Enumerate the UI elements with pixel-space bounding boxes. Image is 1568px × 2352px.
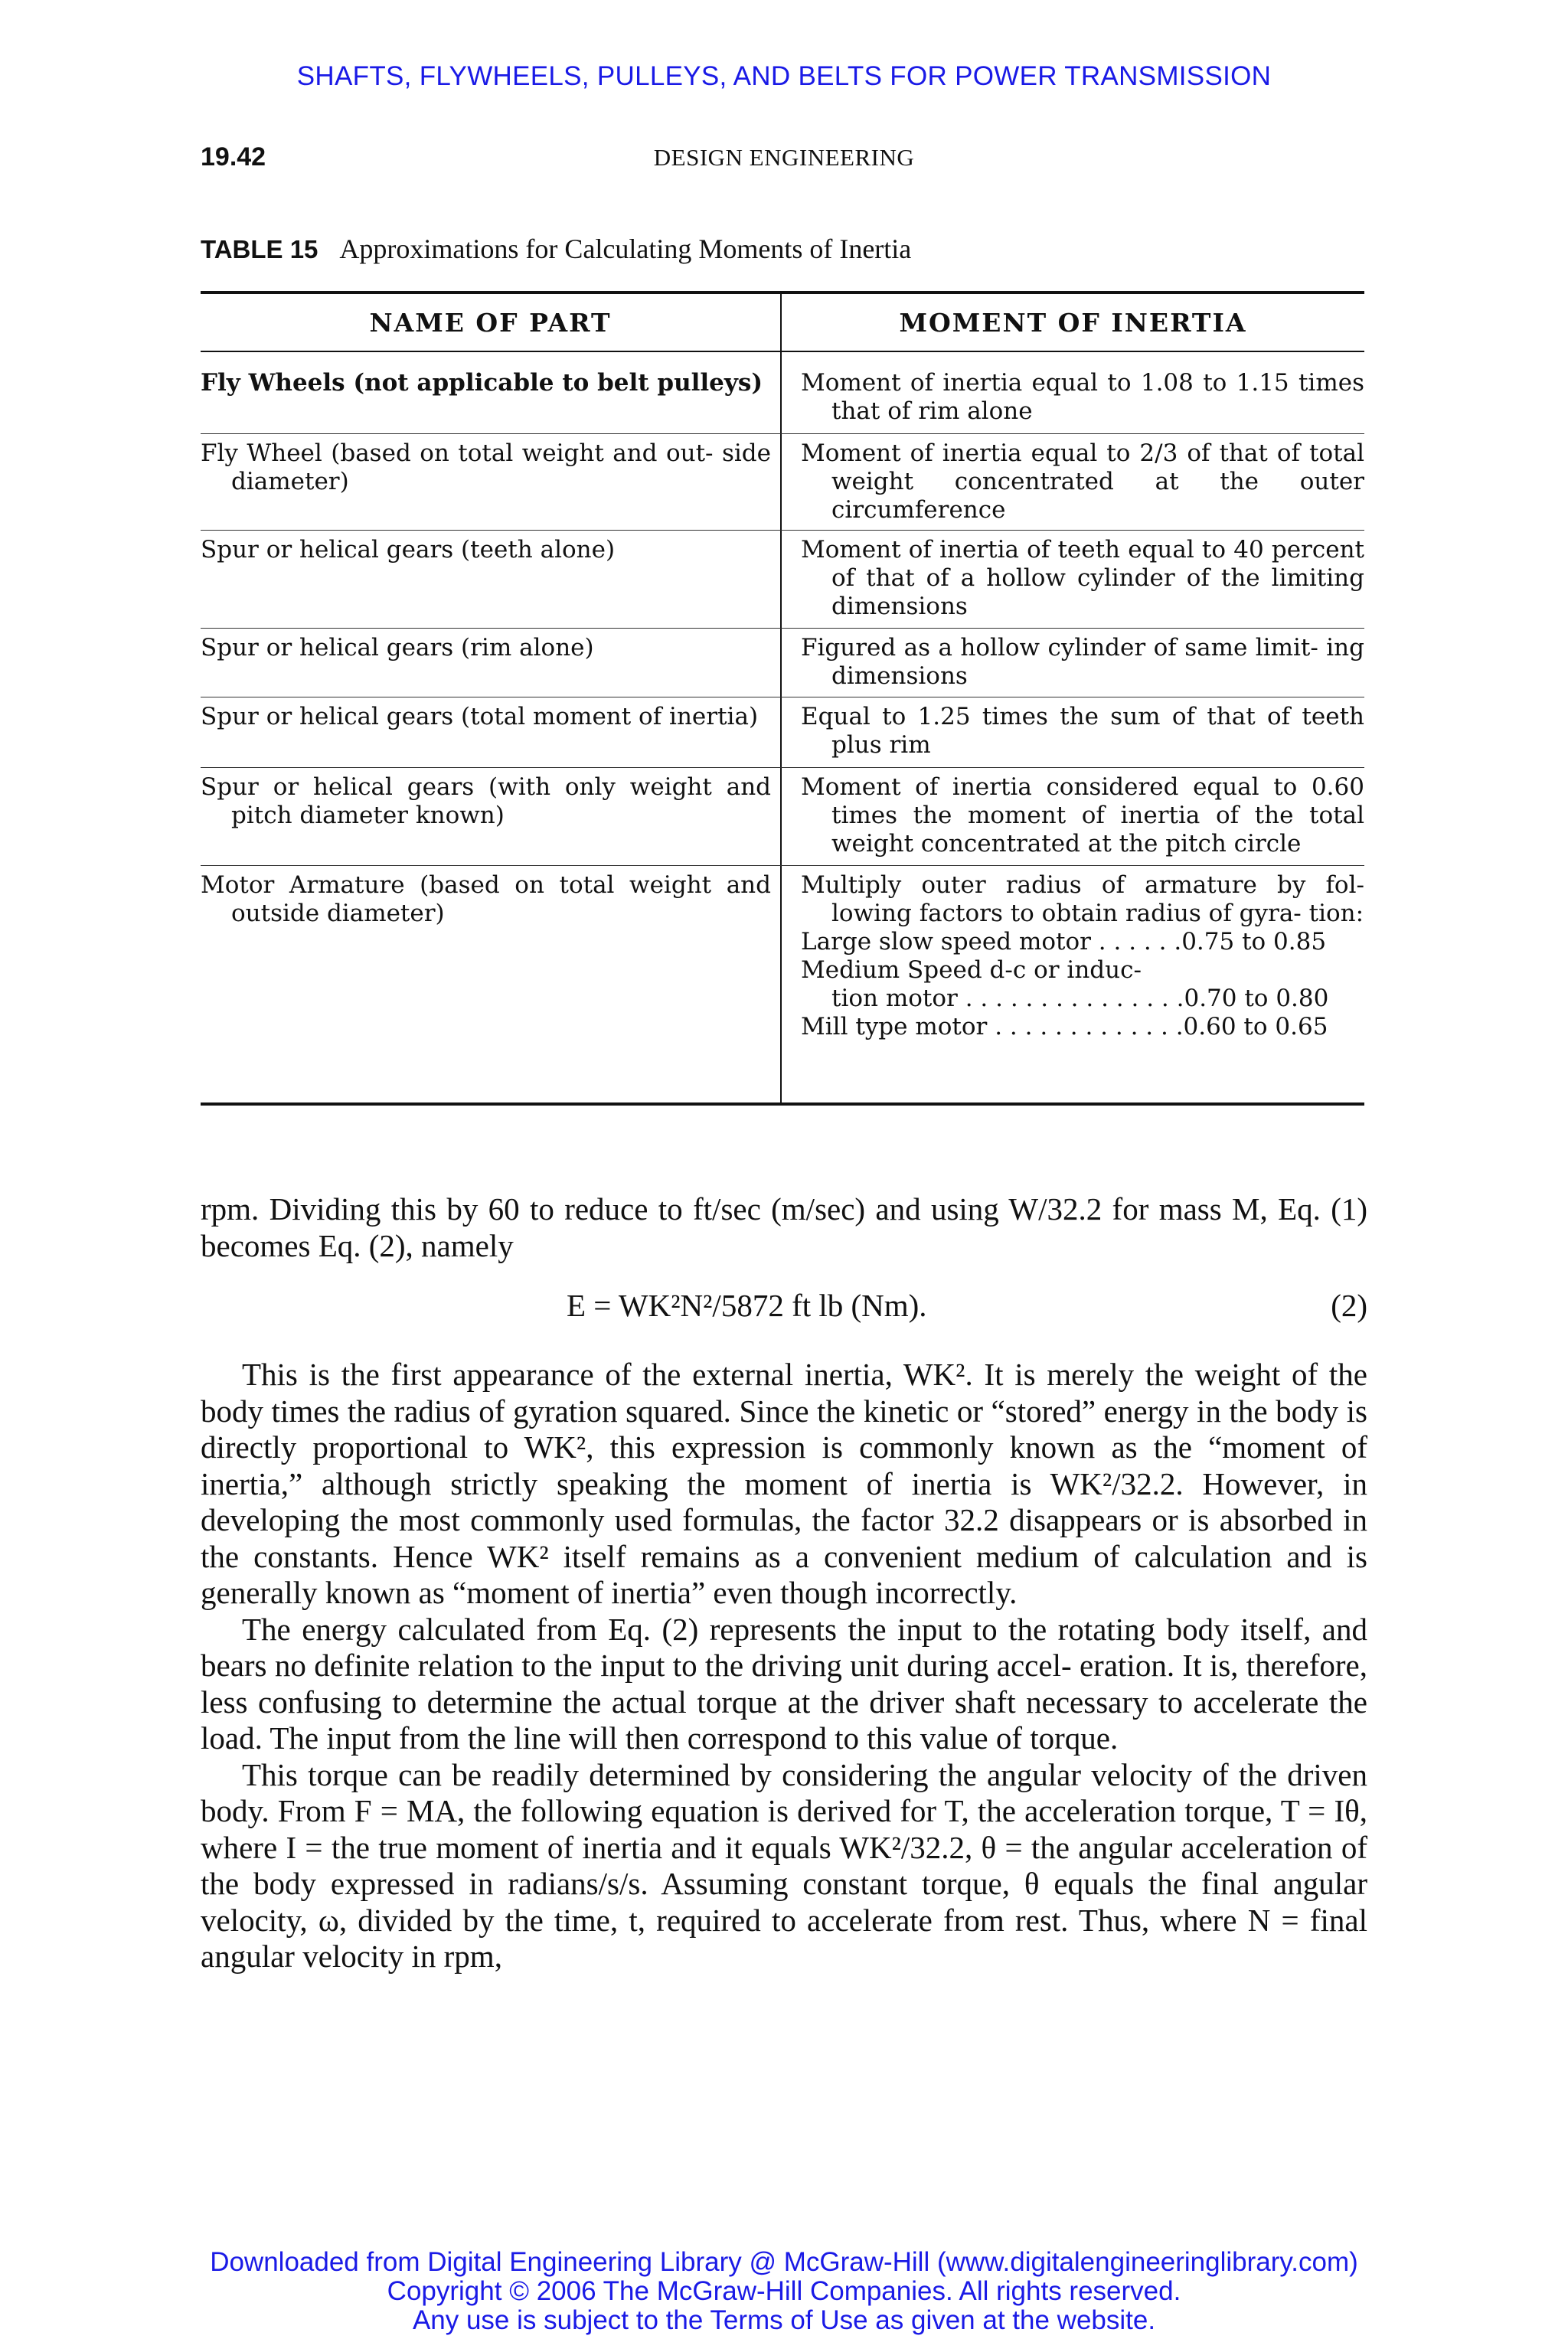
paragraph: rpm. Dividing this by 60 to reduce to ft/sec (m/sec) and using W/32.2 for mass M, Eq. (1) becomes Eq. (2), namely	[201, 1191, 1367, 1263]
paragraph: This is the first appearance of the external inertia, WK². It is merely the weight of the body times the radius of gyration squared. Since the kinetic or “stored” energy in the body is directly proportional to WK², this expression is commonly known as the “moment of inertia,” although strictly speaking the moment of inertia is WK²/32.2. However, in developing the most commonly used formulas, the factor 32.2 disappears or is absorbed in the constants. Hence WK² itself remains as a convenient medium of calculation and is generally known as “moment of inertia” even though incorrectly.	[201, 1357, 1367, 1610]
paragraph: The energy calculated from Eq. (2) represents the input to the rotating body itself, and bears no definite relation to the input to the driving unit during accel- eration. It is, therefore, less confusing to determine the actual torque at the driver shaft necessary to accelerate the load. The input from the line will then correspond to this value of torque.	[201, 1611, 1367, 1756]
table-bottom-rule	[201, 1102, 1364, 1106]
part-moment: Moment of inertia of teeth equal to 40 percent of that of a hollow cylinder of the limiting dimensions	[801, 536, 1364, 620]
table-column-divider	[780, 294, 782, 1102]
part-moment	[801, 871, 1364, 1041]
part-name: Spur or helical gears (total moment of inertia)	[201, 703, 759, 730]
footer-copyright-line: Copyright © 2006 The McGraw-Hill Companies. All rights reserved.	[387, 2276, 1181, 2306]
row-separator	[201, 628, 1364, 629]
paragraph: This torque can be readily determined by considering the angular velocity of the driven body. From F = MA, the following equation is derived for T, the acceleration torque, T = Iθ, where I = the true moment of inertia and it equals WK²/32.2, θ = the angular acceleration of the body expressed in radians/s/s. Assuming constant torque, θ equals the final angular velocity, ω, divided by the time, t, required to accelerate from rest. Thus, where N = final angular velocity in rpm,	[201, 1756, 1367, 1974]
table-header-rule	[201, 351, 1364, 352]
body-paragraphs	[201, 1357, 1367, 1975]
row-separator	[201, 530, 1364, 531]
factor-list	[801, 928, 1364, 1041]
book-banner: SHAFTS, FLYWHEELS, PULLEYS, AND BELTS FOR POWER TRANSMISSION	[296, 61, 1272, 91]
page-number: 19.42	[201, 142, 266, 172]
armature-instruction: Multiply outer radius of armature by fol- lowing factors to obtain radius of gyra- tion:	[801, 871, 1364, 927]
part-moment: Moment of inertia equal to 2/3 of that of total weight concentrated at the outer circumference	[801, 439, 1364, 524]
equation: E = WK²N²/5872 ft lb (Nm).	[567, 1288, 927, 1323]
row-separator	[201, 433, 1364, 434]
factor-item: tion motor . . . . . . . . . . . . . . .0.70 to 0.80	[831, 985, 1329, 1012]
inertia-table	[201, 291, 1364, 1110]
factor-item: Mill type motor . . . . . . . . . . . . .0.60 to 0.65	[801, 1013, 1328, 1040]
part-name: Spur or helical gears (rim alone)	[201, 634, 594, 662]
part-name: Motor Armature (based on total weight and outside diameter)	[201, 871, 771, 927]
column-header-moment: MOMENT OF INERTIA	[899, 308, 1247, 338]
table-caption	[201, 233, 911, 265]
row-separator	[201, 767, 1364, 768]
part-moment: Moment of inertia equal to 1.08 to 1.15 times that of rim alone	[801, 369, 1364, 425]
table-top-rule	[201, 291, 1364, 294]
part-name: Spur or helical gears (with only weight and pitch diameter known)	[201, 773, 771, 829]
paragraph-intro	[201, 1191, 1367, 1264]
part-name: Fly Wheels (not applicable to belt pulleys)	[201, 369, 763, 397]
row-separator	[201, 865, 1364, 866]
part-moment: Moment of inertia considered equal to 0.60 times the moment of inertia of the total weight concentrated at the pitch circle	[801, 773, 1364, 858]
factor-item: Medium Speed d-c or induc-	[801, 956, 1142, 984]
column-header-name: NAME OF PART	[369, 308, 612, 338]
factor-item: Large slow speed motor . . . . . .0.75 to 0.85	[801, 928, 1327, 956]
running-head: DESIGN ENGINEERING	[653, 144, 915, 171]
footer-notice	[0, 2248, 1568, 2335]
part-moment: Equal to 1.25 times the sum of that of teeth plus rim	[801, 703, 1364, 759]
equation-number: (2)	[1331, 1288, 1367, 1323]
table-title: Approximations for Calculating Moments of Inertia	[339, 234, 912, 264]
footer-download-line[interactable]: Downloaded from Digital Engineering Library @ McGraw-Hill (www.digitalengineeringlibrary.com)	[210, 2247, 1358, 2277]
part-name: Spur or helical gears (teeth alone)	[201, 536, 616, 564]
part-moment: Figured as a hollow cylinder of same limit- ing dimensions	[801, 634, 1364, 690]
table-label: TABLE 15	[201, 235, 318, 263]
part-name: Fly Wheel (based on total weight and out- side diameter)	[201, 439, 771, 495]
footer-terms-line[interactable]: Any use is subject to the Terms of Use as given at the website.	[412, 2305, 1156, 2335]
